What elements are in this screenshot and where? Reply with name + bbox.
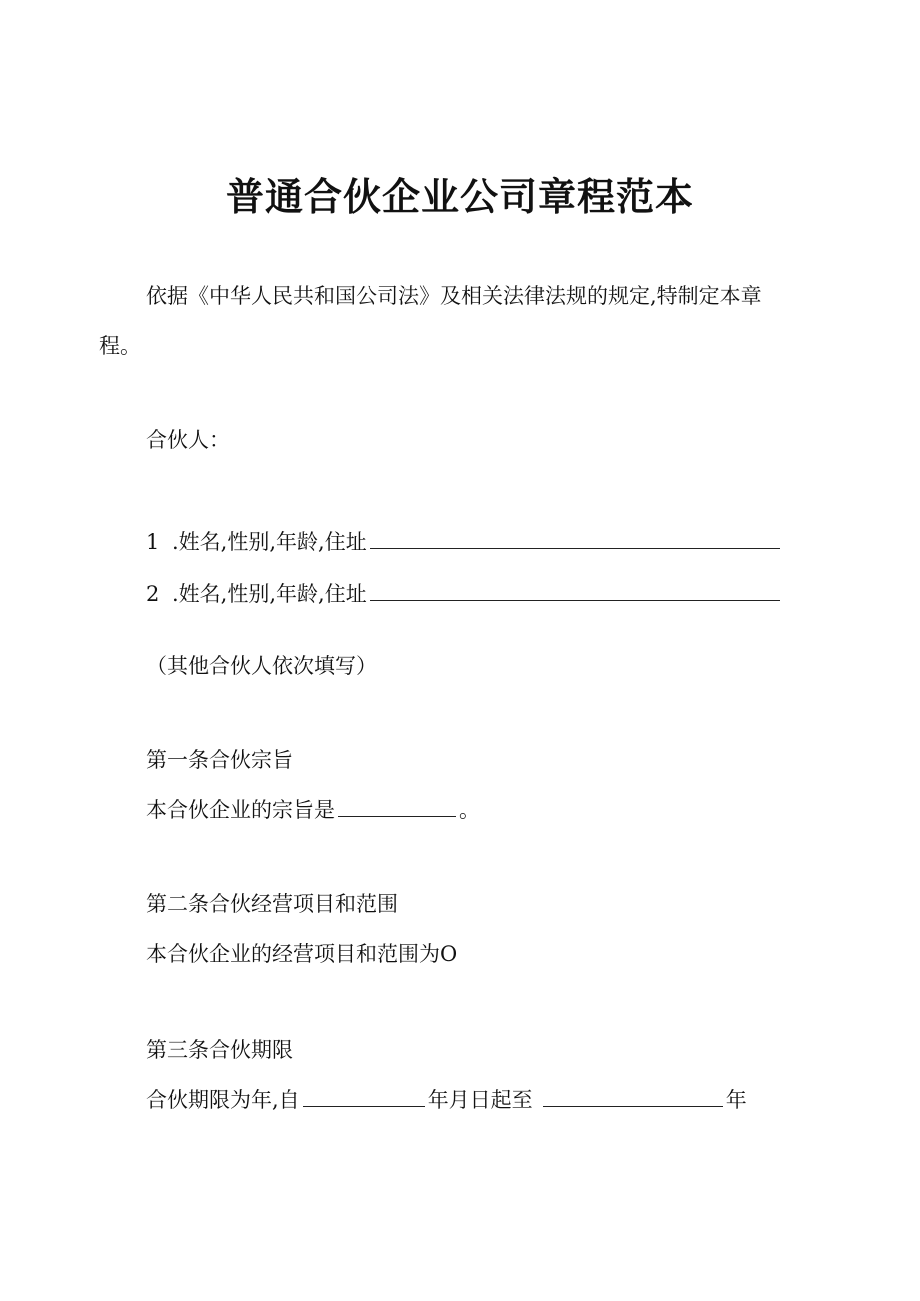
article-3-body-text: 合伙期限为年,自 — [146, 1088, 300, 1112]
other-partners-note: （其他合伙人依次填写） — [146, 654, 377, 678]
partner-blank-line[interactable] — [370, 528, 780, 549]
partners-label: 合伙人： — [146, 428, 230, 452]
partner-entry-1 — [146, 527, 783, 557]
article-1-heading: 第一条合伙宗旨 — [146, 748, 293, 772]
document-title: 普通合伙企业公司章程范本 — [225, 175, 694, 219]
article-3-body-middle: 年月日起至 — [427, 1088, 533, 1112]
partner-number: 2 — [146, 582, 160, 606]
start-date-blank-line[interactable] — [303, 1086, 425, 1107]
end-date-blank-line[interactable] — [543, 1086, 723, 1107]
preamble-line-1: 依据《中华人民共和国公司法》及相关法律法规的规定,特制定本章 — [146, 284, 762, 308]
partner-fields-label: .姓名,性别,年龄,住址 — [172, 530, 367, 554]
article-3-heading: 第三条合伙期限 — [146, 1038, 293, 1062]
partner-fields-label: .姓名,性别,年龄,住址 — [172, 582, 367, 606]
partner-entry-2 — [146, 579, 783, 609]
article-1-body-end: 。 — [459, 798, 480, 822]
partner-blank-line[interactable] — [370, 580, 780, 601]
preamble-line-2: 程。 — [99, 334, 141, 358]
partner-number: 1 — [146, 530, 160, 554]
article-1-body — [146, 795, 480, 825]
article-2-heading: 第二条合伙经营项目和范围 — [146, 892, 398, 916]
article-3-body — [146, 1085, 747, 1115]
purpose-blank-line[interactable] — [338, 796, 456, 817]
article-3-body-end: 年 — [725, 1088, 747, 1112]
article-1-body-text: 本合伙企业的宗旨是 — [146, 798, 335, 822]
article-2-body: 本合伙企业的经营项目和范围为O — [146, 942, 458, 966]
